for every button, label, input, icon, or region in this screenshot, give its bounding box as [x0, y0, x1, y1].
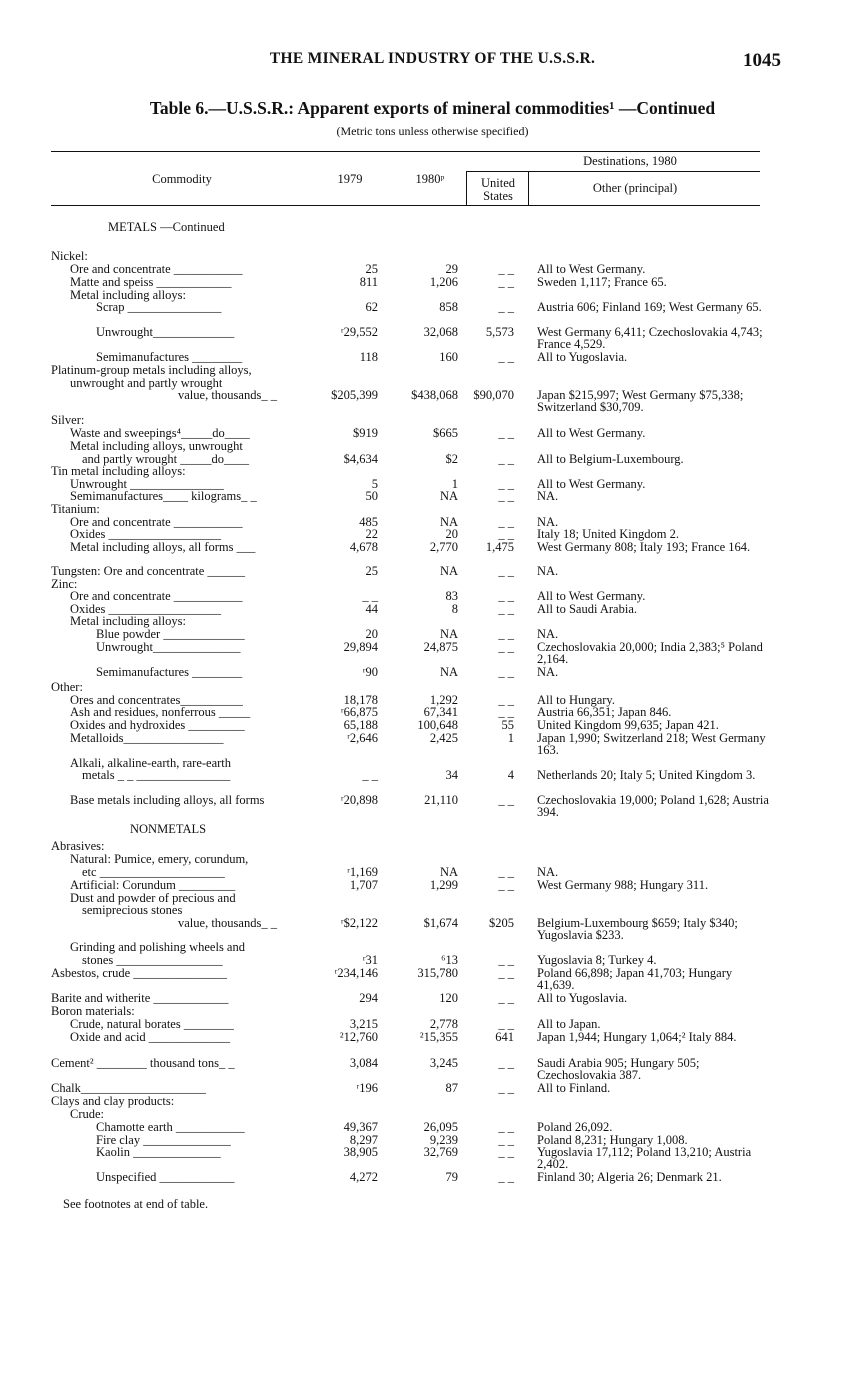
value-united-states: 55 — [501, 718, 514, 732]
destinations-other: All to Hungary. — [537, 693, 615, 707]
destinations-other: NA. — [537, 515, 559, 529]
running-head: THE MINERAL INDUSTRY OF THE U.S.S.R. — [269, 50, 596, 67]
value-1980: $1,674 — [423, 916, 458, 930]
value-1980: 24,875 — [423, 640, 458, 654]
commodity-label: Metal including alloys, all forms ___ — [70, 541, 256, 554]
value-1980: NA — [439, 665, 458, 679]
destinations-other: Japan 1,990; Switzerland 218; West Germany 163. — [537, 731, 766, 758]
value-1980: NA — [439, 627, 458, 641]
commodity-label: Semimanufactures ________ — [96, 351, 243, 364]
value-1980: 160 — [439, 350, 458, 364]
value-1979: 18,178 — [343, 693, 378, 707]
destinations-other: NA. — [537, 865, 559, 879]
commodity-label: Chamotte earth ___________ — [96, 1121, 245, 1134]
table-title: Table 6.—U.S.S.R.: Apparent exports of mineral commodities¹ —Continued — [149, 98, 716, 118]
value-1980: NA — [439, 865, 458, 879]
destinations-other: Belgium-Luxembourg $659; Italy $340; Yugoslavia $233. — [537, 916, 738, 943]
commodity-label: semiprecious stones — [82, 904, 183, 917]
value-1979: 3,215 — [349, 1017, 378, 1031]
commodity-label: Boron materials: — [51, 1005, 135, 1018]
value-1979: _ _ — [362, 589, 378, 603]
value-1979: 22 — [365, 527, 378, 541]
commodity-label: Semimanufactures____ kilograms_ _ — [70, 490, 257, 503]
commodity-label: Ore and concentrate ___________ — [70, 516, 243, 529]
commodity-label: Metal including alloys, unwrought — [70, 440, 243, 453]
destinations-other: All to West Germany. — [537, 262, 646, 276]
value-1980: 21,110 — [424, 793, 458, 807]
value-1980: 1,206 — [429, 275, 458, 289]
destinations-other: NA. — [537, 564, 559, 578]
value-1980: $2 — [445, 452, 458, 466]
commodity-label: Kaolin ______________ — [96, 1146, 221, 1159]
commodity-label: Crude: — [70, 1108, 105, 1121]
value-united-states: _ _ — [498, 426, 514, 440]
destinations-other: Czechoslovakia 20,000; India 2,383;⁵ Poland 2,164. — [537, 640, 763, 667]
destinations-other: Italy 18; United Kingdom 2. — [537, 527, 679, 541]
value-1979: ʳ2,646 — [347, 731, 378, 745]
value-1980: 100,648 — [417, 718, 458, 732]
value-united-states: $205 — [489, 916, 514, 930]
destinations-other: Saudi Arabia 905; Hungary 505; Czechoslovakia 387. — [537, 1056, 700, 1083]
commodity-label: Barite and witherite ____________ — [51, 992, 229, 1005]
value-united-states: _ _ — [498, 602, 514, 616]
value-united-states: _ _ — [498, 477, 514, 491]
value-1979: $4,634 — [343, 452, 378, 466]
value-united-states: _ _ — [498, 515, 514, 529]
value-1980: NA — [439, 515, 458, 529]
value-united-states: _ _ — [498, 350, 514, 364]
value-1979: ʳ$2,122 — [340, 916, 378, 930]
commodity-label: Clays and clay products: — [51, 1095, 175, 1108]
commodity-label: unwrought and partly wrought — [70, 377, 223, 390]
commodity-label: Blue powder _____________ — [96, 628, 245, 641]
value-1980: 87 — [445, 1081, 458, 1095]
header-1979: 1979 — [337, 172, 363, 186]
commodity-label: Other: — [51, 681, 83, 694]
value-1980: 315,780 — [417, 966, 458, 980]
commodity-label: Ore and concentrate ___________ — [70, 590, 243, 603]
value-united-states: _ _ — [498, 693, 514, 707]
value-united-states: _ _ — [498, 262, 514, 276]
value-1979: 485 — [359, 515, 378, 529]
value-united-states: _ _ — [498, 527, 514, 541]
value-1979: ʳ90 — [362, 665, 378, 679]
value-united-states: _ _ — [498, 300, 514, 314]
commodity-label: Titanium: — [51, 503, 100, 516]
value-1979: 44 — [365, 602, 378, 616]
commodity-label: Alkali, alkaline-earth, rare-earth — [70, 757, 232, 770]
destinations-other: Sweden 1,117; France 65. — [537, 275, 667, 289]
destinations-other: All to Finland. — [537, 1081, 611, 1095]
commodity-label: Matte and speiss ____________ — [70, 276, 232, 289]
value-united-states: 1 — [507, 731, 514, 745]
value-1980: 67,341 — [423, 705, 458, 719]
destinations-other: United Kingdom 99,635; Japan 421. — [537, 718, 719, 732]
value-1979: ʳ31 — [362, 953, 378, 967]
commodity-label: stones _________________ — [82, 954, 223, 967]
commodity-label: Ore and concentrate ___________ — [70, 263, 243, 276]
value-1979: ʳ1,169 — [347, 865, 378, 879]
value-united-states: _ _ — [498, 452, 514, 466]
commodity-label: metals _ _ _______________ — [82, 769, 231, 782]
value-1980: 1 — [451, 477, 458, 491]
value-1980: ²15,355 — [419, 1030, 458, 1044]
value-1979: ʳ196 — [356, 1081, 378, 1095]
commodity-label: METALS —Continued — [108, 221, 225, 234]
value-united-states: _ _ — [498, 627, 514, 641]
value-1980: 9,239 — [429, 1133, 458, 1147]
commodity-label: Oxide and acid _____________ — [70, 1031, 231, 1044]
header-destinations: Destinations, 1980 — [583, 154, 677, 168]
commodity-label: Oxides __________________ — [70, 528, 222, 541]
value-1979: 62 — [365, 300, 378, 314]
value-1979: 65,188 — [343, 718, 378, 732]
destinations-other: All to Yugoslavia. — [537, 991, 628, 1005]
value-1980: 79 — [445, 1170, 458, 1184]
value-1979: 4,678 — [349, 540, 378, 554]
value-1980: 32,068 — [423, 325, 458, 339]
commodity-label: Oxides and hydroxides _________ — [70, 719, 245, 732]
value-united-states: _ _ — [498, 793, 514, 807]
commodity-label: Metal including alloys: — [70, 289, 186, 302]
value-1979: ʳ20,898 — [340, 793, 378, 807]
destinations-other: All to West Germany. — [537, 589, 646, 603]
value-united-states: _ _ — [498, 1145, 514, 1159]
destinations-other: West Germany 988; Hungary 311. — [537, 878, 709, 892]
value-united-states: _ _ — [498, 705, 514, 719]
commodity-label: Ores and concentrates__________ — [70, 694, 243, 707]
value-1980: 32,769 — [423, 1145, 458, 1159]
commodity-label: Fire clay ______________ — [96, 1134, 231, 1147]
value-united-states: _ _ — [498, 589, 514, 603]
value-1979: 1,707 — [349, 878, 378, 892]
value-united-states: _ _ — [498, 878, 514, 892]
commodity-label: value, thousands_ _ — [178, 389, 277, 402]
value-1980: 26,095 — [423, 1120, 458, 1134]
destinations-other: Japan $215,997; West Germany $75,338; Switzerland $30,709. — [537, 388, 744, 415]
destinations-other: Yugoslavia 8; Turkey 4. — [537, 953, 657, 967]
destinations-other: Austria 66,351; Japan 846. — [537, 705, 672, 719]
value-united-states: _ _ — [498, 865, 514, 879]
commodity-label: Unwrought______________ — [96, 641, 241, 654]
value-united-states: 641 — [495, 1030, 514, 1044]
commodity-label: and partly wrought _____do____ — [82, 453, 249, 466]
value-1979: 50 — [365, 489, 378, 503]
value-1979: ʳ234,146 — [334, 966, 378, 980]
destinations-other: Poland 66,898; Japan 41,703; Hungary 41,639. — [537, 966, 733, 993]
destinations-other: All to Yugoslavia. — [537, 350, 628, 364]
commodity-label: Dust and powder of precious and — [70, 892, 236, 905]
value-1979: ²12,760 — [339, 1030, 378, 1044]
value-united-states: _ _ — [498, 665, 514, 679]
value-1979: 20 — [365, 627, 378, 641]
value-1980: 858 — [439, 300, 458, 314]
value-1980: $438,068 — [411, 388, 458, 402]
commodity-label: Natural: Pumice, emery, corundum, — [70, 853, 249, 866]
value-united-states: _ _ — [498, 1170, 514, 1184]
destinations-other: Poland 26,092. — [537, 1120, 613, 1134]
commodity-label: etc ____________________ — [82, 866, 225, 879]
value-1980: 120 — [439, 991, 458, 1005]
value-1979: 5 — [371, 477, 378, 491]
value-united-states: _ _ — [498, 1120, 514, 1134]
page-number: 1045 — [743, 50, 781, 71]
value-united-states: _ _ — [498, 966, 514, 980]
value-1979: 294 — [359, 991, 378, 1005]
value-1979: $919 — [353, 426, 378, 440]
value-1980: 1,299 — [429, 878, 458, 892]
value-united-states: _ _ — [498, 564, 514, 578]
commodity-label: Chalk____________________ — [51, 1082, 206, 1095]
value-united-states: _ _ — [498, 1081, 514, 1095]
commodity-label: Zinc: — [51, 578, 78, 591]
header-commodity: Commodity — [152, 172, 212, 186]
destinations-other: Czechoslovakia 19,000; Poland 1,628; Austria 394. — [537, 793, 769, 820]
destinations-other: All to Saudi Arabia. — [537, 602, 637, 616]
value-united-states: 5,573 — [485, 325, 514, 339]
commodity-label: Ash and residues, nonferrous _____ — [70, 706, 251, 719]
value-united-states: _ _ — [498, 991, 514, 1005]
value-1980: 2,425 — [429, 731, 458, 745]
commodity-label: Metalloids________________ — [70, 732, 224, 745]
destinations-other: West Germany 6,411; Czechoslovakia 4,743; France 4,529. — [537, 325, 763, 352]
value-1979: 38,905 — [343, 1145, 378, 1159]
value-1979: ʳ29,552 — [340, 325, 378, 339]
destinations-other: Finland 30; Algeria 26; Denmark 21. — [537, 1170, 722, 1184]
value-1979: $205,399 — [331, 388, 378, 402]
value-1980: $665 — [433, 426, 458, 440]
value-united-states: _ _ — [498, 953, 514, 967]
value-united-states: _ _ — [498, 1017, 514, 1031]
value-1980: 2,770 — [429, 540, 458, 554]
commodity-label: Metal including alloys: — [70, 615, 186, 628]
commodity-label: Tin metal including alloys: — [51, 465, 186, 478]
destinations-other: Austria 606; Finland 169; West Germany 65. — [537, 300, 762, 314]
footnote-reference: See footnotes at end of table. — [63, 1197, 209, 1211]
value-united-states: 1,475 — [485, 540, 514, 554]
commodity-label: Platinum-group metals including alloys, — [51, 364, 252, 377]
destinations-other: All to Japan. — [537, 1017, 601, 1031]
value-1980: 3,245 — [429, 1056, 458, 1070]
destinations-other: Japan 1,944; Hungary 1,064;² Italy 884. — [537, 1030, 737, 1044]
destinations-other: NA. — [537, 665, 559, 679]
value-1979: 49,367 — [343, 1120, 378, 1134]
destinations-other: West Germany 808; Italy 193; France 164. — [537, 540, 751, 554]
value-united-states: _ _ — [498, 640, 514, 654]
value-1979: 25 — [365, 262, 378, 276]
header-united-states: United States — [480, 176, 516, 203]
header-other-principal: Other (principal) — [592, 181, 678, 195]
value-1980: NA — [439, 489, 458, 503]
value-1980: NA — [439, 564, 458, 578]
value-1979: ʳ66,875 — [340, 705, 378, 719]
value-1979: 29,894 — [343, 640, 378, 654]
destinations-other: NA. — [537, 489, 559, 503]
commodity-label: Artificial: Corundum _________ — [70, 879, 236, 892]
value-1980: 34 — [445, 768, 458, 782]
commodity-label: Unwrought _______________ — [70, 478, 224, 491]
value-1980: 1,292 — [429, 693, 458, 707]
value-united-states: _ _ — [498, 275, 514, 289]
value-1980: 2,778 — [429, 1017, 458, 1031]
commodity-label: Abrasives: — [51, 840, 105, 853]
commodity-label: Oxides __________________ — [70, 603, 222, 616]
table-subtitle: (Metric tons unless otherwise specified) — [336, 124, 529, 138]
commodity-label: Scrap _______________ — [96, 301, 222, 314]
value-1980: ⁶13 — [441, 953, 458, 967]
commodity-label: Semimanufactures ________ — [96, 666, 243, 679]
value-united-states: _ _ — [498, 1056, 514, 1070]
commodity-label: Base metals including alloys, all forms — [70, 794, 265, 807]
destinations-other: Poland 8,231; Hungary 1,008. — [537, 1133, 688, 1147]
commodity-label: Nickel: — [51, 250, 88, 263]
value-united-states: _ _ — [498, 489, 514, 503]
value-1980: 8 — [451, 602, 458, 616]
value-1979: 25 — [365, 564, 378, 578]
value-1979: _ _ — [362, 768, 378, 782]
header-1980: 1980ᵖ — [415, 172, 445, 186]
commodity-label: Waste and sweepings⁴_____do____ — [70, 427, 250, 440]
value-1979: 4,272 — [349, 1170, 378, 1184]
commodity-label: Tungsten: Ore and concentrate ______ — [51, 565, 245, 578]
commodity-label: Grinding and polishing wheels and — [70, 941, 245, 954]
commodity-label: Silver: — [51, 414, 85, 427]
value-1980: 20 — [445, 527, 458, 541]
commodity-label: Unspecified ____________ — [96, 1171, 235, 1184]
value-1979: 118 — [359, 350, 378, 364]
destinations-other: All to Belgium-Luxembourg. — [537, 452, 684, 466]
commodity-label: NONMETALS — [130, 823, 207, 836]
commodity-label: Cement² ________ thousand tons_ _ — [51, 1057, 235, 1070]
commodity-label: Crude, natural borates ________ — [70, 1018, 234, 1031]
destinations-other: All to West Germany. — [537, 426, 646, 440]
value-1979: 3,084 — [349, 1056, 378, 1070]
value-1979: 811 — [359, 275, 378, 289]
value-united-states: $90,070 — [473, 388, 514, 402]
destinations-other: Yugoslavia 17,112; Poland 13,210; Austria 2,402. — [537, 1145, 752, 1172]
destinations-other: All to West Germany. — [537, 477, 646, 491]
commodity-label: Unwrought_____________ — [96, 326, 235, 339]
value-1979: 8,297 — [349, 1133, 378, 1147]
value-1980: 83 — [445, 589, 458, 603]
value-1980: 29 — [445, 262, 458, 276]
destinations-other: Netherlands 20; Italy 5; United Kingdom 3. — [537, 768, 756, 782]
commodity-label: value, thousands_ _ — [178, 917, 277, 930]
destinations-other: NA. — [537, 627, 559, 641]
commodity-label: Asbestos, crude _______________ — [51, 967, 228, 980]
value-united-states: _ _ — [498, 1133, 514, 1147]
value-united-states: 4 — [507, 768, 514, 782]
